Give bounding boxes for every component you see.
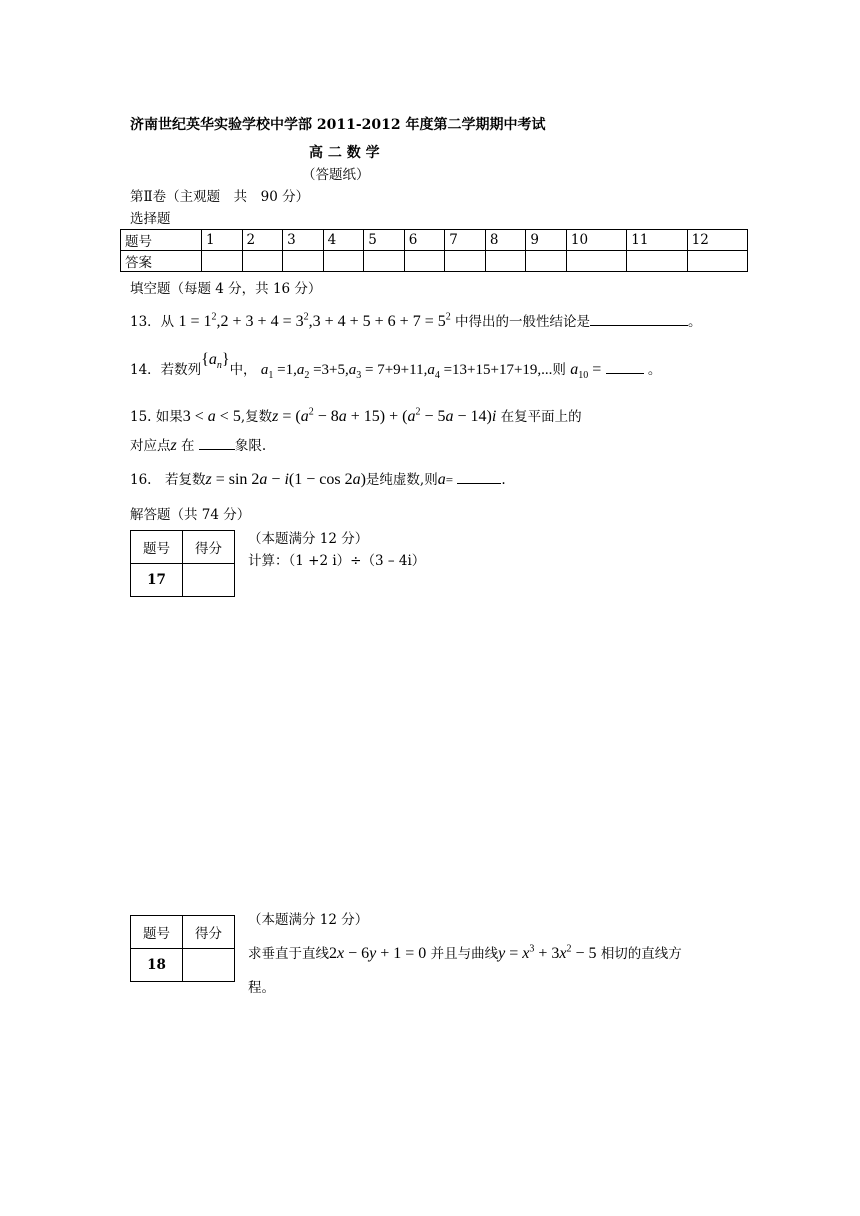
q15-line2a: 对应点 <box>130 438 171 454</box>
answer-cell[interactable] <box>526 251 567 272</box>
q15-z-symbol: z <box>170 437 177 454</box>
table-row <box>131 949 235 982</box>
subject-title: 高 二 数 学 <box>309 145 380 161</box>
question-number-cell: 1 <box>202 230 243 251</box>
q18-text-c: 相切的直线方 <box>600 946 682 962</box>
score-header-number: 题号 <box>131 531 183 564</box>
question-number-cell: 4 <box>323 230 364 251</box>
q18-text-a: 求垂直于直线 <box>248 946 329 962</box>
q16-a-symbol: a <box>437 471 446 488</box>
q13-answer-blank[interactable] <box>590 311 688 326</box>
answer-cell[interactable] <box>364 251 405 272</box>
score-header-number: 题号 <box>131 916 183 949</box>
score-cell-17[interactable] <box>183 564 235 597</box>
q18-text <box>248 942 682 963</box>
exam-title: 济南世纪英华实验学校中学部 2011-2012 年度第二学期期中考试 <box>130 117 546 133</box>
q13-formula: $1 = 1^2,2 + 3 + 4 = 3^2,3 + 4 + 5 + 6 + 7 = 5^2$ <box>178 311 451 330</box>
answer-cell[interactable] <box>687 251 747 272</box>
q15-answer-blank[interactable] <box>199 435 235 450</box>
q16-number: 16. 若复数 <box>130 472 206 488</box>
q14-mid: 中， <box>229 362 257 378</box>
question-number-cell: 3 <box>283 230 324 251</box>
question-14 <box>130 351 662 382</box>
q15-condition: 3 < a < 5 <box>182 408 241 425</box>
q16-end: . <box>501 472 506 488</box>
question-number-cell: 2 <box>242 230 283 251</box>
answer-cell[interactable] <box>566 251 626 272</box>
question-13 <box>130 310 702 331</box>
q18-points: （本题满分 12 分） <box>248 912 369 928</box>
question-15 <box>130 405 582 426</box>
q13-suffix: 中得出的一般性结论是 <box>455 314 591 330</box>
row-header-answer: 答案 <box>121 251 202 272</box>
table-row <box>121 230 748 251</box>
q18-line-equation: 2x − 6y + 1 = 0 <box>329 945 427 962</box>
q14-formula: $a_1 =1,a_2 =3+5,a_3 = 7+9+11,a_4 =13+15+17+19$,... <box>260 362 553 381</box>
q13-end: 。 <box>688 314 702 330</box>
q14-sequence-symbol: $\{a_n\}$ <box>201 351 230 372</box>
answer-cell[interactable] <box>323 251 364 272</box>
q16-answer-blank[interactable] <box>457 469 501 484</box>
question-16: 16. 若复数z = sin 2a − i(1 − cos 2a)是纯虚数,则a= . <box>130 471 506 488</box>
q14-end: 。 <box>647 362 662 378</box>
solve-section-label: 解答题（共 74 分） <box>130 507 251 523</box>
table-row <box>131 916 235 949</box>
q16-formula: z = sin 2a − i(1 − cos 2a) <box>205 471 366 488</box>
q17-text: 计算：（1 +2 i）÷（3 – 4i） <box>248 553 426 569</box>
q15-number: 15. 如果 <box>130 409 183 425</box>
question-number-18: 18 <box>131 949 183 982</box>
row-header-number: 题号 <box>121 230 202 251</box>
question-number-cell: 10 <box>566 230 626 251</box>
answer-cell[interactable] <box>202 251 243 272</box>
q18-text-d: 程。 <box>248 980 275 996</box>
table-row <box>131 531 235 564</box>
score-box-17 <box>130 530 235 597</box>
q14-number: 14．若数列 <box>130 362 202 378</box>
q18-text-b: 并且与曲线 <box>430 946 499 962</box>
score-box-18 <box>130 915 235 982</box>
question-15-line2 <box>130 434 266 455</box>
question-number-cell: 9 <box>526 230 567 251</box>
q13-number: 13．从 <box>130 314 175 330</box>
choice-answer-table <box>120 229 748 272</box>
question-number-cell: 5 <box>364 230 405 251</box>
question-number-cell: 7 <box>445 230 486 251</box>
answer-cell[interactable] <box>283 251 324 272</box>
q18-curve-equation: $y = x^3 + 3x^2 - 5$ <box>498 943 597 962</box>
q15-line2c: 象限. <box>234 438 267 454</box>
section-label: 第Ⅱ卷（主观题 共 90 分） <box>130 189 310 205</box>
question-number-17: 17 <box>131 564 183 597</box>
fill-section-label: 填空题（每题 4 分，共 16 分） <box>130 281 322 297</box>
q14-answer-blank[interactable] <box>606 359 644 374</box>
q15-line2b: 在 <box>181 438 195 454</box>
score-header-score: 得分 <box>183 531 235 564</box>
q16-suffix: 是纯虚数,则 <box>365 472 438 488</box>
q15-mid: ,复数 <box>240 409 273 425</box>
question-number-cell: 6 <box>404 230 445 251</box>
q15-suffix: 在复平面上的 <box>500 409 582 425</box>
score-cell-18[interactable] <box>183 949 235 982</box>
q15-complex-number: $z = (a^2 - 8a + 15) + (a^2 - 5a - 14)i$ <box>272 406 497 425</box>
answer-cell[interactable] <box>627 251 687 272</box>
question-number-cell: 12 <box>687 230 747 251</box>
table-row <box>121 251 748 272</box>
score-header-score: 得分 <box>183 916 235 949</box>
answer-cell[interactable] <box>242 251 283 272</box>
q14-target: $a_{10}$ = <box>570 361 602 382</box>
answer-cell[interactable] <box>485 251 526 272</box>
question-number-cell: 11 <box>627 230 687 251</box>
q17-points: （本题满分 12 分） <box>248 531 369 547</box>
answer-cell[interactable] <box>404 251 445 272</box>
choice-section-label: 选择题 <box>130 211 171 227</box>
answer-sheet-label: （答题纸） <box>302 167 370 183</box>
table-row <box>131 564 235 597</box>
q14-then: 则 <box>552 362 566 378</box>
answer-cell[interactable] <box>445 251 486 272</box>
question-number-cell: 8 <box>485 230 526 251</box>
